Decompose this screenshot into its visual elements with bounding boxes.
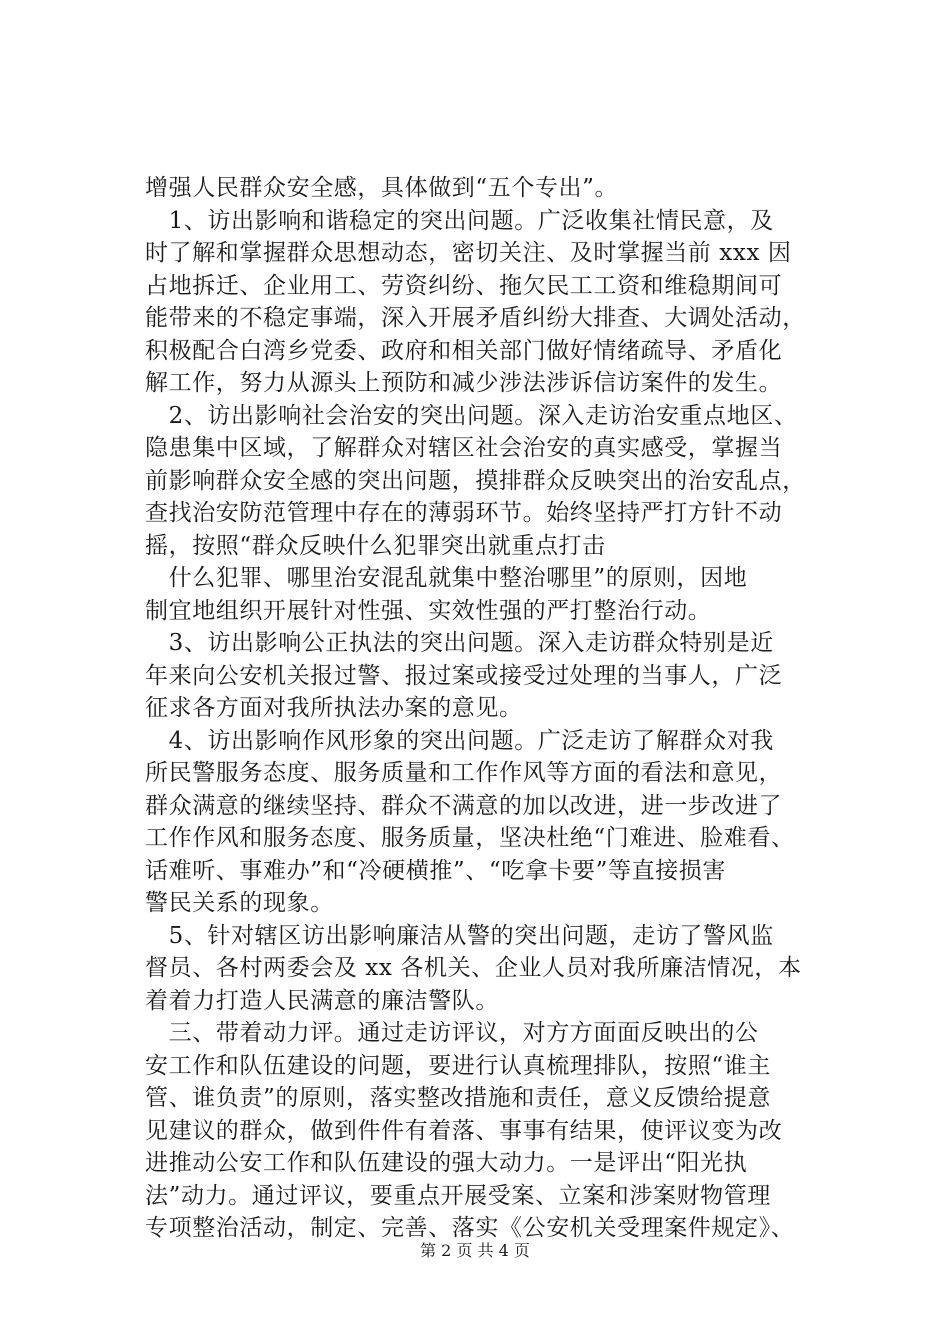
text-line: 专项整治活动，制定、完善、落实《公安机关受理案件规定》、: [145, 1215, 795, 1241]
text-line: 进推动公安工作和队伍建设的强大动力。一是评出“阳光执: [145, 1150, 748, 1176]
text-line: 管、谁负责”的原则，落实整改措施和责任，意义反馈给提意: [145, 1085, 771, 1111]
text-line: 着着力打造人民满意的廉洁警队。: [145, 987, 499, 1014]
body-text: [145, 172, 845, 1245]
text-line: 3、访出影响公正执法的突出问题。深入走访群众特别是近: [145, 630, 774, 656]
text-line: 1、访出影响和谐稳定的突出问题。广泛收集社情民意，及: [145, 207, 774, 234]
text-line: 查找治安防范管理中存在的薄弱环节。始终坚持严打方针不动: [145, 500, 783, 526]
text-line: 积极配合白湾乡党委、政府和相关部门做好情绪疏导、矛盾化: [145, 337, 783, 364]
text-line: 所民警服务态度、服务质量和工作作风等方面的看法和意见，: [145, 760, 783, 786]
text-line: 法”动力。通过评议，要重点开展受案、立案和涉案财物管理: [145, 1182, 771, 1209]
text-line: 占地拆迁、企业用工、劳资纠纷、拖欠民工工资和维稳期间可: [145, 272, 783, 299]
text-line: 制宜地组织开展针对性强、实效性强的严打整治行动。: [145, 597, 712, 624]
text-line: 能带来的不稳定事端，深入开展矛盾纠纷大排查、大调处活动，: [145, 305, 806, 331]
text-line: 解工作，努力从源头上预防和减少涉法涉诉信访案件的发生。: [145, 370, 783, 396]
text-line: 隐患集中区域，了解群众对辖区社会治安的真实感受，掌握当: [145, 435, 783, 461]
text-line: 话难听、事难办”和“冷硬横推”、“吃拿卡要”等直接损害: [145, 857, 726, 884]
text-line: 工作作风和服务态度、服务质量，坚决杜绝“门难进、脸难看、: [145, 825, 795, 851]
page-footer: 第 2 页 共 4 页: [420, 1241, 530, 1260]
text-line: 督员、各村两委会及 xx 各机关、企业人员对我所廉洁情况，本: [145, 955, 802, 981]
text-line: 警民关系的现象。: [145, 890, 334, 916]
text-line: 摇，按照“群众反映什么犯罪突出就重点打击: [145, 532, 606, 559]
text-line: 什么犯罪、哪里治安混乱就集中整治哪里”的原则，因地: [145, 565, 748, 591]
text-line: 群众满意的继续坚持、群众不满意的加以改进，进一步改进了: [145, 792, 783, 819]
text-line: 2、访出影响社会治安的突出问题。深入走访治安重点地区、: [145, 402, 798, 429]
text-line: 年来向公安机关报过警、报过案或接受过处理的当事人，广泛: [145, 662, 783, 689]
text-line: 三、带着动力评。通过走访评议，对方方面面反映出的公: [145, 1020, 759, 1046]
text-line: 前影响群众安全感的突出问题，摸排群众反映突出的治安乱点，: [145, 467, 806, 494]
text-line: 安工作和队伍建设的问题，要进行认真梳理排队，按照“谁主: [145, 1052, 771, 1079]
text-line: 时了解和掌握群众思想动态，密切关注、及时掌握当前 xxx 因: [145, 240, 792, 266]
text-line: 征求各方面对我所执法办案的意见。: [145, 695, 523, 721]
text-line: 增强人民群众安全感，具体做到“五个专出”。: [145, 175, 619, 201]
text-line: 见建议的群众，做到件件有着落、事事有结果，使评议变为改: [145, 1117, 783, 1144]
text-line: 5、针对辖区访出影响廉洁从警的突出问题，走访了警风监: [145, 922, 774, 949]
text-line: 4、访出影响作风形象的突出问题。广泛走访了解群众对我: [145, 727, 774, 754]
